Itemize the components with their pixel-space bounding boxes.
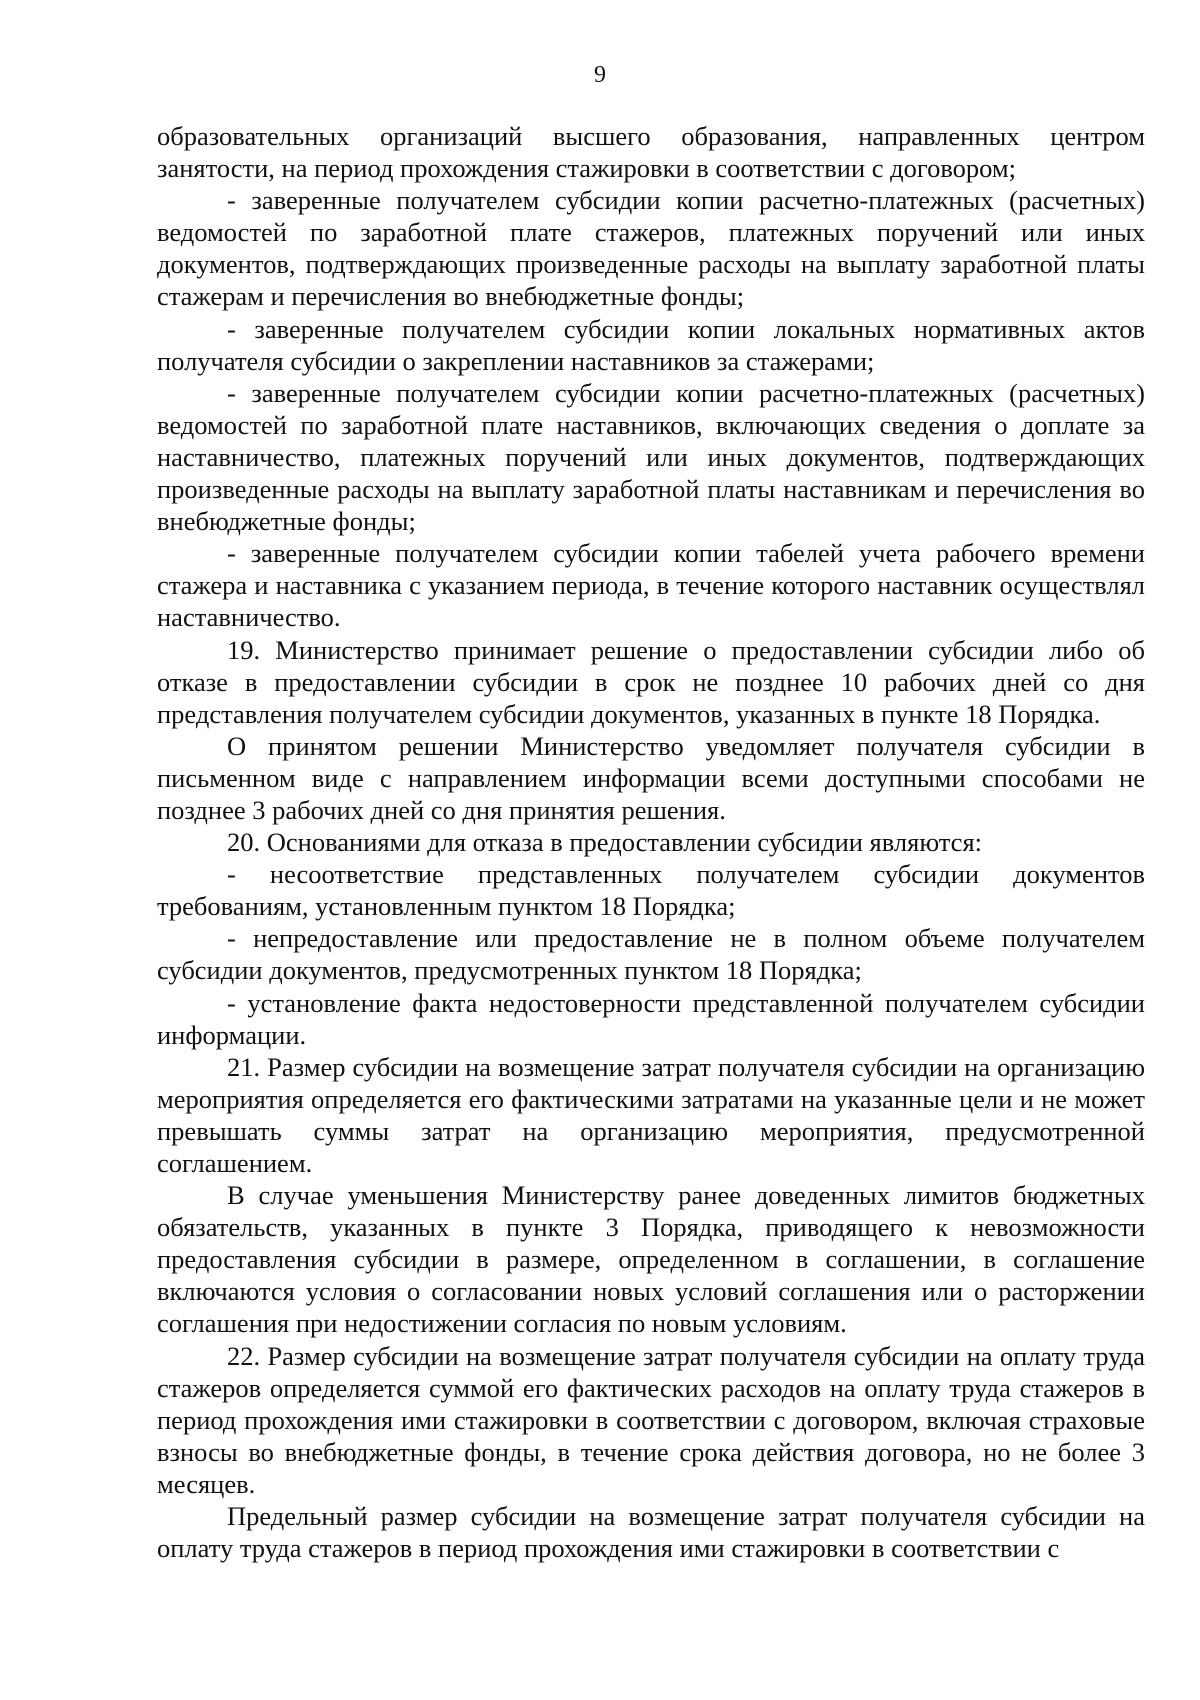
- list-item-timesheets: - заверенные получателем субсидии копии табелей учета рабочего времени стажера и наставника с указанием периода, в течение которого наставник осуществлял наставничество.: [157, 538, 1145, 633]
- document-body: [157, 120, 1145, 1564]
- page-number: 9: [594, 62, 606, 88]
- clause-19-notice: О принятом решении Министерство уведомляет получателя субсидии в письменном виде с направлением информации всеми доступными способами не позднее 3 рабочих дней со дня принятия решения.: [157, 730, 1145, 825]
- refusal-reason-mismatch: - несоответствие представленных получателем субсидии документов требованиям, установленным пунктом 18 Порядка;: [157, 859, 1145, 922]
- clause-20: 20. Основаниями для отказа в предоставлении субсидии являются:: [227, 827, 982, 858]
- paragraph-continuation: образовательных организаций высшего образования, направленных центром занятости, на период прохождения стажировки в соответствии с договором;: [157, 121, 1145, 184]
- clause-21: 21. Размер субсидии на возмещение затрат получателя субсидии на организацию мероприятия определяется его фактическими затратами на указанные цели и не может превышать суммы затрат на организацию мероприятия, предусмотренной соглашением.: [157, 1051, 1145, 1178]
- list-item-payroll-stazhery: - заверенные получателем субсидии копии расчетно-платежных (расчетных) ведомостей по заработной плате стажеров, платежных поручений или иных документов, подтверждающих произведенные расходы на выплату заработной платы стажерам и перечисления во внебюджетные фонды;: [157, 185, 1145, 312]
- clause-22: 22. Размер субсидии на возмещение затрат получателя субсидии на оплату труда стажеров определяется суммой его фактических расходов на оплату труда стажеров в период прохождения ими стажировки в соответствии с договором, включая страховые взносы во внебюджетные фонды, в течение срока действия договора, но не более 3 месяцев.: [157, 1340, 1145, 1499]
- clause-22-max-amount: Предельный размер субсидии на возмещение затрат получателя субсидии на оплату труда стажеров в период прохождения ими стажировки в соответствии с: [157, 1501, 1145, 1564]
- refusal-reason-unreliable: - установление факта недостоверности представленной получателем субсидии информации.: [157, 987, 1145, 1050]
- clause-19: 19. Министерство принимает решение о предоставлении субсидии либо об отказе в предоставлении субсидии в срок не позднее 10 рабочих дней со дня представления получателем субсидии документов, указанных в пункте 18 Порядка.: [157, 634, 1145, 729]
- list-item-local-acts: - заверенные получателем субсидии копии локальных нормативных актов получателя субсидии о закреплении наставников за стажерами;: [157, 313, 1145, 376]
- refusal-reason-incomplete: - непредоставление или предоставление не в полном объеме получателем субсидии документов, предусмотренных пунктом 18 Порядка;: [157, 923, 1145, 986]
- list-item-payroll-nastavniki: - заверенные получателем субсидии копии расчетно-платежных (расчетных) ведомостей по заработной плате наставников, включающих сведения о доплате за наставничество, платежных поручений или иных документов, подтверждающих произведенные расходы на выплату заработной платы наставникам и перечисления во внебюджетные фонды;: [157, 377, 1145, 537]
- clause-21-limits: В случае уменьшения Министерству ранее доведенных лимитов бюджетных обязательств, указанных в пункте 3 Порядка, приводящего к невозможности предоставления субсидии в размере, определенном в соглашении, в соглашение включаются условия о согласовании новых условий соглашения или о расторжении соглашения при недостижении согласия по новым условиям.: [157, 1180, 1145, 1339]
